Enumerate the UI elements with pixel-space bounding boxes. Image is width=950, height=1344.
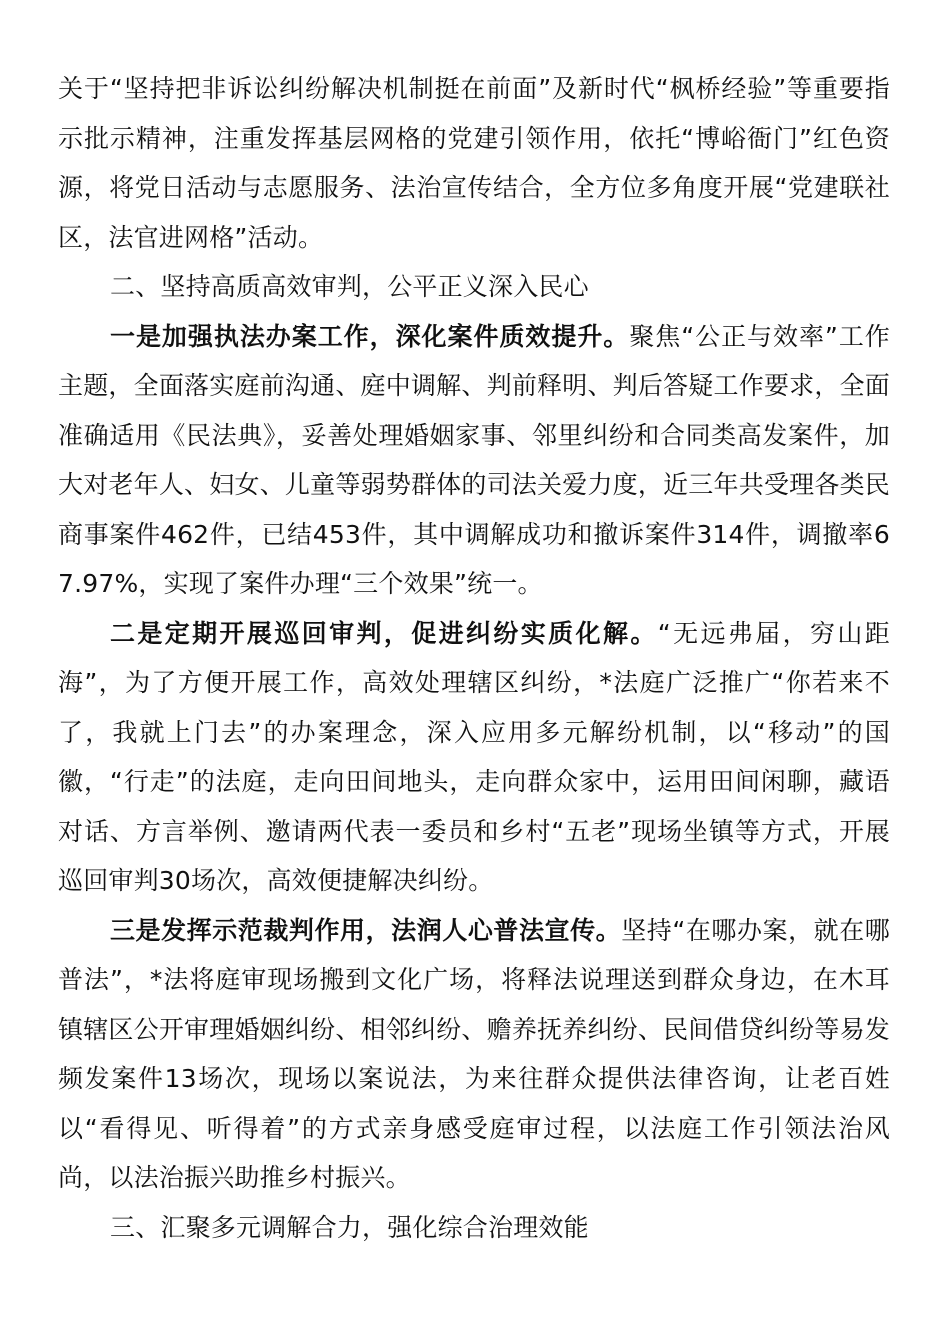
- section-heading-text: 三、汇聚多元调解合力，强化综合治理效能: [110, 1212, 589, 1242]
- paragraph-lead: 二是定期开展巡回审判，促进纠纷实质化解。: [110, 618, 658, 648]
- paragraph-text: 关于“坚持把非诉讼纠纷解决机制挺在前面”及新时代“枫桥经验”等重要指示批示精神，注重发挥基层网格的党建引领作用，依托“博峪衙门”红色资源，将党日活动与志愿服务、法治宣传结合，全方位多角度开展“党建联社区，法官进网格”活动。: [58, 74, 890, 252]
- paragraph-legal-publicity: [58, 906, 890, 1203]
- section-heading-two: [58, 262, 890, 312]
- paragraph-continuation: [58, 64, 890, 262]
- paragraph-text: “无远弗届，穷山距海”，为了方便开展工作，高效处理辖区纠纷，*法庭广泛推广“你若来不了，我就上门去”的办案理念，深入应用多元解纷机制，以“移动”的国徽，“行走”的法庭，走向田间地头，走向群众家中，运用田间闲聊，藏语对话、方言举例、邀请两代表一委员和乡村“五老”现场坐镇等方式，开展巡回审判30场次，高效便捷解决纠纷。: [58, 618, 890, 895]
- paragraph-case-handling: [58, 312, 890, 609]
- paragraph-circuit-trial: [58, 609, 890, 906]
- paragraph-lead: 一是加强执法办案工作，深化案件质效提升。: [110, 321, 630, 351]
- section-heading-three: [58, 1203, 890, 1253]
- paragraph-text: 坚持“在哪办案，就在哪普法”，*法将庭审现场搬到文化广场，将释法说理送到群众身边，在木耳镇辖区公开审理婚姻纠纷、相邻纠纷、赡养抚养纠纷、民间借贷纠纷等易发频发案件13场次，现场以案说法，为来往群众提供法律咨询，让老百姓以“看得见、听得着”的方式亲身感受庭审过程，以法庭工作引领法治风尚，以法治振兴助推乡村振兴。: [58, 915, 890, 1192]
- paragraph-lead: 三是发挥示范裁判作用，法润人心普法宣传。: [110, 915, 622, 945]
- document-page: [58, 64, 890, 1252]
- section-heading-text: 二、坚持高质高效审判，公平正义深入民心: [110, 272, 589, 301]
- paragraph-text: 聚焦“公正与效率”工作主题，全面落实庭前沟通、庭中调解、判前释明、判后答疑工作要求，全面准确适用《民法典》，妥善处理婚姻家事、邻里纠纷和合同类高发案件，加大对老年人、妇女、儿童等弱势群体的司法关爱力度，近三年共受理各类民商事案件462件，已结453件，其中调解成功和撤诉案件314件，调撤率67.97%，实现了案件办理“三个效果”统一。: [58, 321, 890, 598]
